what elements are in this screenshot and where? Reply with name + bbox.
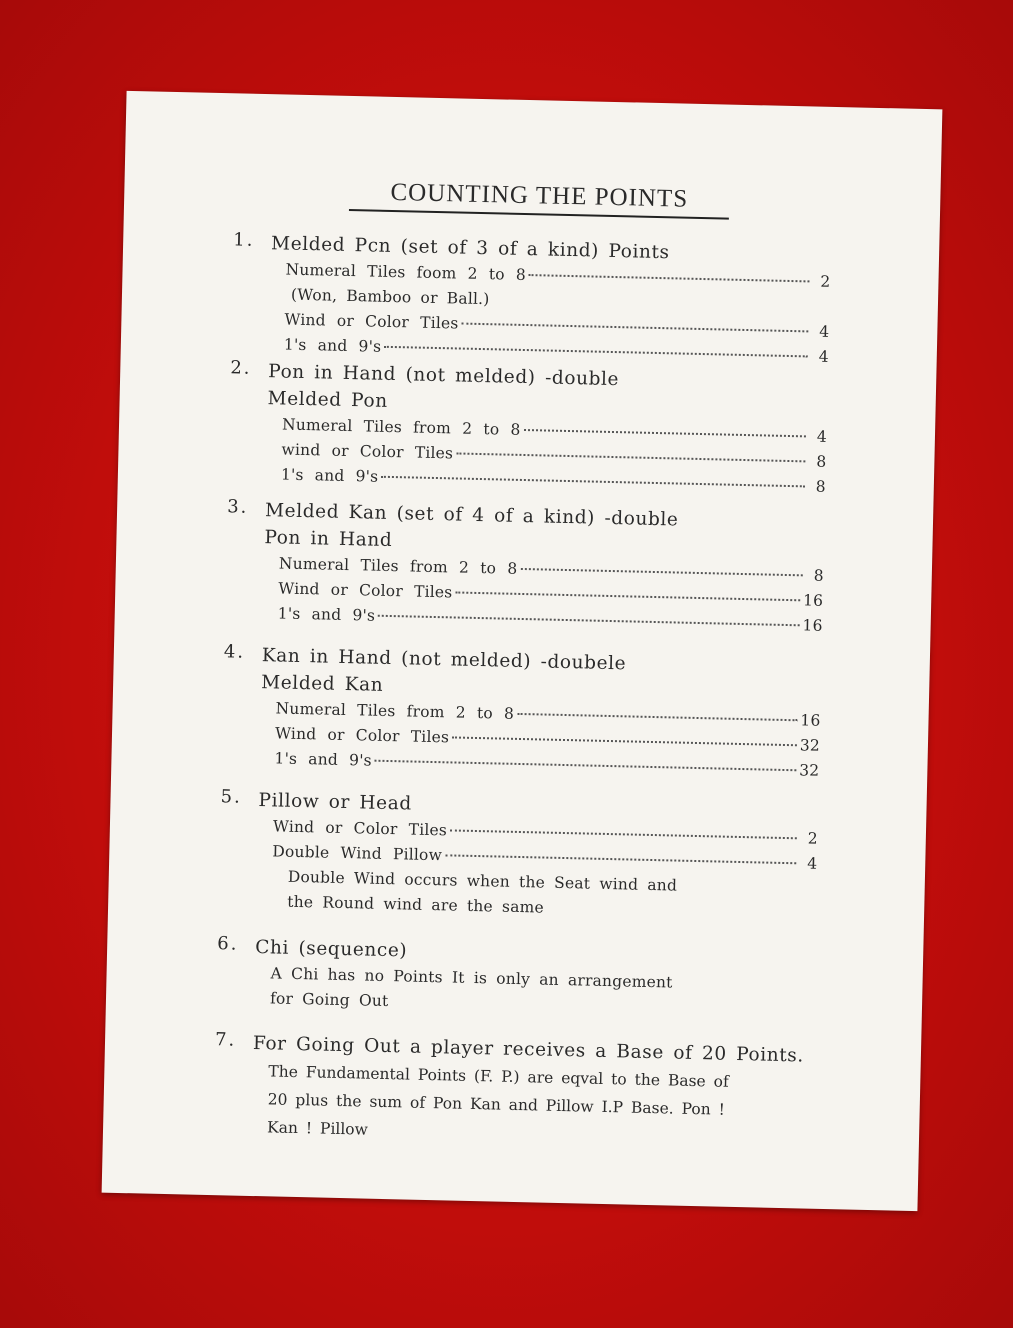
- dot-leader: [456, 452, 805, 462]
- section-number: 1.: [233, 229, 255, 251]
- page-title: COUNTING THE POINTS: [349, 178, 730, 220]
- row-label: wind or Color Tiles: [281, 440, 454, 463]
- body-line: 20 plus the sum of Pon Kan and Pillow I.P Base. Pon !: [267, 1090, 726, 1119]
- row-value: 32: [799, 761, 820, 780]
- row-label: Numeral Tiles foom 2 to 8: [285, 260, 527, 284]
- row-label: Wind or Color Tiles: [284, 310, 459, 333]
- dot-leader: [523, 429, 805, 437]
- note-line: Double Wind occurs when the Seat wind and: [287, 867, 678, 895]
- section-number: 3.: [226, 496, 249, 518]
- section-4: [223, 641, 822, 784]
- section-heading: Pon in Hand: [264, 527, 393, 552]
- section-number: 7.: [214, 1029, 237, 1051]
- row-label: Wind or Color Tiles: [274, 724, 450, 747]
- dot-leader: [375, 760, 796, 772]
- dot-leader: [381, 476, 805, 488]
- row-value: 2: [807, 829, 819, 848]
- section-6: [217, 933, 816, 1024]
- dot-leader: [450, 829, 797, 839]
- body-line: for Going Out: [269, 989, 389, 1011]
- section-heading: Kan in Hand (not melded) -doubele: [261, 645, 627, 675]
- row-value: 32: [799, 736, 821, 755]
- row-label: 1's and 9's: [280, 465, 379, 486]
- dot-leader: [378, 615, 799, 627]
- row-value: 4: [806, 854, 818, 873]
- body-line: Kan ! Pillow: [266, 1118, 369, 1139]
- row-label: Numeral Tiles from 2 to 8: [275, 699, 515, 723]
- section-number: 4.: [223, 641, 246, 663]
- points-list: [281, 413, 828, 500]
- section-heading: Pon in Hand (not melded) -double: [268, 361, 620, 391]
- points-list: [277, 551, 824, 638]
- dot-leader: [517, 713, 797, 721]
- section-heading: Chi (sequence): [254, 937, 408, 962]
- row-value: 8: [813, 566, 824, 585]
- body-line: A Chi has no Points It is only an arrangement: [270, 964, 673, 992]
- row-value: 16: [802, 616, 823, 635]
- row-value: 4: [816, 427, 828, 446]
- row-label: Wind or Color Tiles: [272, 817, 448, 840]
- section-2: [230, 357, 829, 500]
- section-heading: Melded Pcn (set of 3 of a kind) Points: [270, 233, 670, 264]
- section-number: 6.: [217, 933, 239, 955]
- section-heading: Melded Kan (set of 4 of a kind) -double: [264, 500, 679, 531]
- row-value: 2: [820, 272, 831, 291]
- dot-leader: [462, 323, 809, 333]
- section-heading: Pillow or Head: [258, 790, 413, 815]
- section-heading: Melded Pon: [267, 388, 388, 412]
- row-label: 1's and 9's: [277, 604, 376, 625]
- row-label: 1's and 9's: [283, 335, 382, 356]
- section-3: [226, 496, 825, 639]
- section-1: [233, 229, 832, 370]
- dot-leader: [455, 591, 800, 601]
- row-label: Wind or Color Tiles: [278, 579, 453, 602]
- dot-leader: [452, 736, 797, 746]
- row-label: Double Wind Pillow: [272, 842, 443, 865]
- dot-leader: [529, 274, 810, 282]
- row-value: 4: [819, 322, 830, 341]
- row-label: 1's and 9's: [274, 749, 373, 770]
- row-value: 16: [800, 711, 821, 730]
- body-line: The Fundamental Points (F. P.) are eqval to the Base of: [268, 1062, 729, 1091]
- section-7: [214, 1029, 813, 1154]
- row-value: 4: [818, 347, 829, 366]
- dot-leader: [520, 568, 802, 576]
- points-list: [271, 814, 818, 926]
- row-value: 16: [802, 591, 824, 610]
- section-heading: Melded Kan: [260, 672, 384, 696]
- section-5: [220, 786, 819, 927]
- section-heading: For Going Out a player receives a Base of 20 Points.: [252, 1033, 805, 1067]
- points-list: [284, 258, 831, 370]
- note-line: the Round wind are the same: [287, 892, 545, 917]
- row-label: Numeral Tiles from 2 to 8: [281, 415, 521, 439]
- dot-leader: [445, 854, 796, 864]
- rules-sheet: [102, 91, 943, 1211]
- row-value: 8: [815, 477, 827, 496]
- row-label: Numeral Tiles from 2 to 8: [278, 554, 518, 578]
- row-value: 8: [816, 452, 827, 471]
- section-number: 2.: [230, 357, 252, 379]
- dot-leader: [384, 346, 808, 358]
- section-number: 5.: [220, 786, 243, 808]
- row-label: (Won, Bamboo or Ball.): [290, 285, 490, 309]
- points-list: [274, 696, 821, 783]
